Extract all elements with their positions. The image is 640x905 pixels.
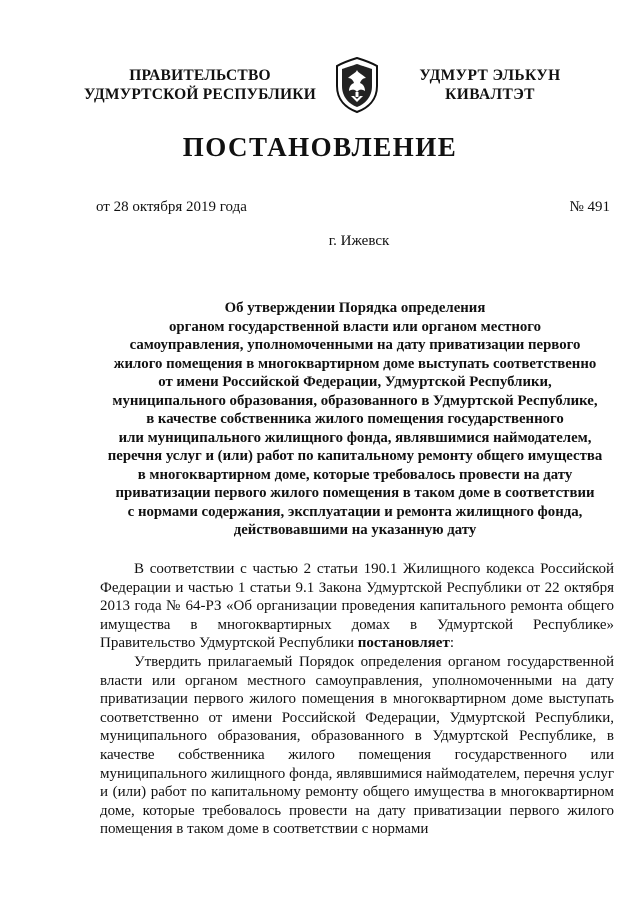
subject-line: с нормами содержания, эксплуатации и ремонта жилищного фонда, [127, 503, 583, 520]
issuer-line-2: УДМУРТСКОЙ РЕСПУБЛИКИ [84, 86, 316, 103]
issuer-line-1: ПРАВИТЕЛЬСТВО [129, 67, 271, 84]
subject-line: перечня услуг и (или) работ по капитальному ремонту общего имущества [107, 448, 603, 464]
document-subject [88, 299, 622, 540]
subject-line: самоуправления, уполномоченными на дату приватизации первого [129, 337, 581, 353]
subject-line: органом государственной власти или органом местного [168, 318, 542, 335]
udmurt-coat-of-arms-icon [334, 56, 380, 114]
subject-line: Об утверждении Порядка определения [224, 300, 486, 316]
resolves-keyword: постановляет [357, 635, 450, 652]
subject-line: жилого помещения в многоквартирном доме выступать соответственно [113, 355, 597, 372]
subject-line: или муниципального жилищного фонда, являвшимися наймодателем, [118, 429, 592, 446]
document-city: г. Ижевск [328, 233, 390, 249]
subject-line: действовавшими на указанную дату [233, 522, 477, 538]
subject-line: муниципального образования, образованного в Удмуртской Республике, [112, 392, 598, 409]
subject-line: приватизации первого жилого помещения в таком доме в соответствии [115, 485, 595, 501]
issuer-udmurt-line-2: КИВАЛТЭТ [445, 86, 535, 103]
document-body [100, 560, 614, 839]
document-number: № 491 [569, 199, 610, 215]
subject-line: от имени Российской Федерации, Удмуртской Республики, [158, 374, 552, 390]
preamble-colon: : [449, 635, 454, 652]
issuer-name-udmurt [410, 66, 570, 104]
document-type-title: ПОСТАНОВЛЕНИЕ [182, 132, 458, 162]
document-date: от 28 октября 2019 года [96, 199, 247, 215]
body-paragraph-approve: Утвердить прилагаемый Порядок определения органом государственной власти или органом местного самоуправления, уполномоченными на дату приватизации первого жилого помещения в многоквартирном доме выступать соответственно от имени Российской Федерации, Удмуртской Республики, муниципального образования, образованного в Удмуртской Республике, в качестве собственника жилого помещения государственного или муниципального жилищного фонда, являвшимися наймодателем, перечня услуг и (или) работ по капитальному ремонту общего имущества в многоквартирном доме, которые требовалось провести на дату приватизации первого жилого помещения в таком доме в соответствии с нормами [100, 653, 614, 838]
issuer-udmurt-line-1: УДМУРТ ЭЛЬКУН [419, 67, 561, 84]
subject-line: в многоквартирном доме, которые требовалось провести на дату [137, 466, 573, 483]
body-paragraph-preamble [100, 560, 614, 653]
issuer-name-russian [70, 66, 330, 104]
subject-line: в качестве собственника жилого помещения государственного [146, 411, 564, 427]
preamble-text: В соответствии с частью 2 статьи 190.1 Жилищного кодекса Российской Федерации и частью 1 статьи 9.1 Закона Удмуртской Республики от 22 октября 2013 года № 64-РЗ «Об организации проведения капитального ремонта общего имущества в многоквартирных домах в Удмуртской Республике» Правительство Удмуртской Республики [100, 561, 614, 652]
